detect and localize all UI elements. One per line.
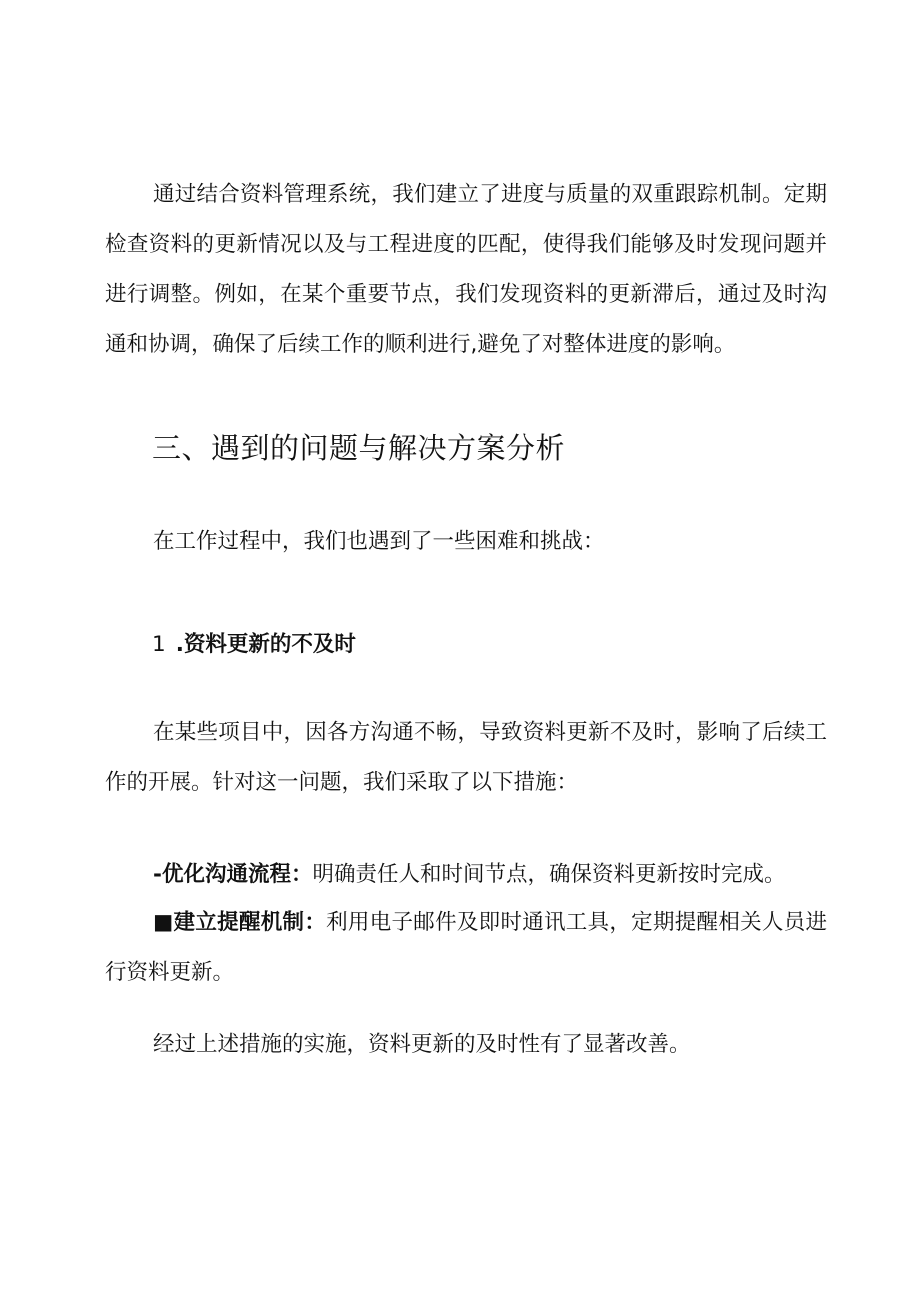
dash-marker: - (153, 862, 162, 887)
problem-paragraph: 在某些项目中，因各方沟通不畅，导致资料更新不及时，影响了后续工作的开展。针对这一问题，我们采取了以下措施： (105, 720, 827, 795)
intro-paragraph: 在工作过程中，我们也遇到了一些困难和挑战： (153, 529, 605, 554)
square-bullet-icon: ■ (153, 910, 174, 935)
section-heading: 三、遇到的问题与解决方案分析 (152, 431, 566, 465)
subsection-heading (152, 630, 356, 660)
measure-text: 利用电子邮件及即时通讯工具，定期提醒相关人员进行资料更新。 (105, 910, 827, 985)
subsection-title: .资料更新的不及时 (175, 632, 356, 657)
tracking-paragraph: 通过结合资料管理系统，我们建立了进度与质量的双重跟踪机制。定期检查资料的更新情况以及与工程进度的匹配，使得我们能够及时发现问题并进行调整。例如，在某个重要节点，我们发现资料的更新滞后，通过及时沟通和协调，确保了后续工作的顺利进行,避免了对整体进度的影响。 (105, 182, 827, 357)
measure-item (105, 850, 827, 900)
measure-text: 明确责任人和时间节点，确保资料更新按时完成。 (312, 862, 786, 887)
measure-label: 建立提醒机制： (173, 910, 327, 935)
subsection-number: 1 (152, 632, 166, 657)
measure-label: 优化沟通流程： (161, 862, 313, 887)
measure-item (105, 898, 827, 998)
conclusion-paragraph: 经过上述措施的实施，资料更新的及时性有了显著改善。 (153, 1032, 691, 1057)
